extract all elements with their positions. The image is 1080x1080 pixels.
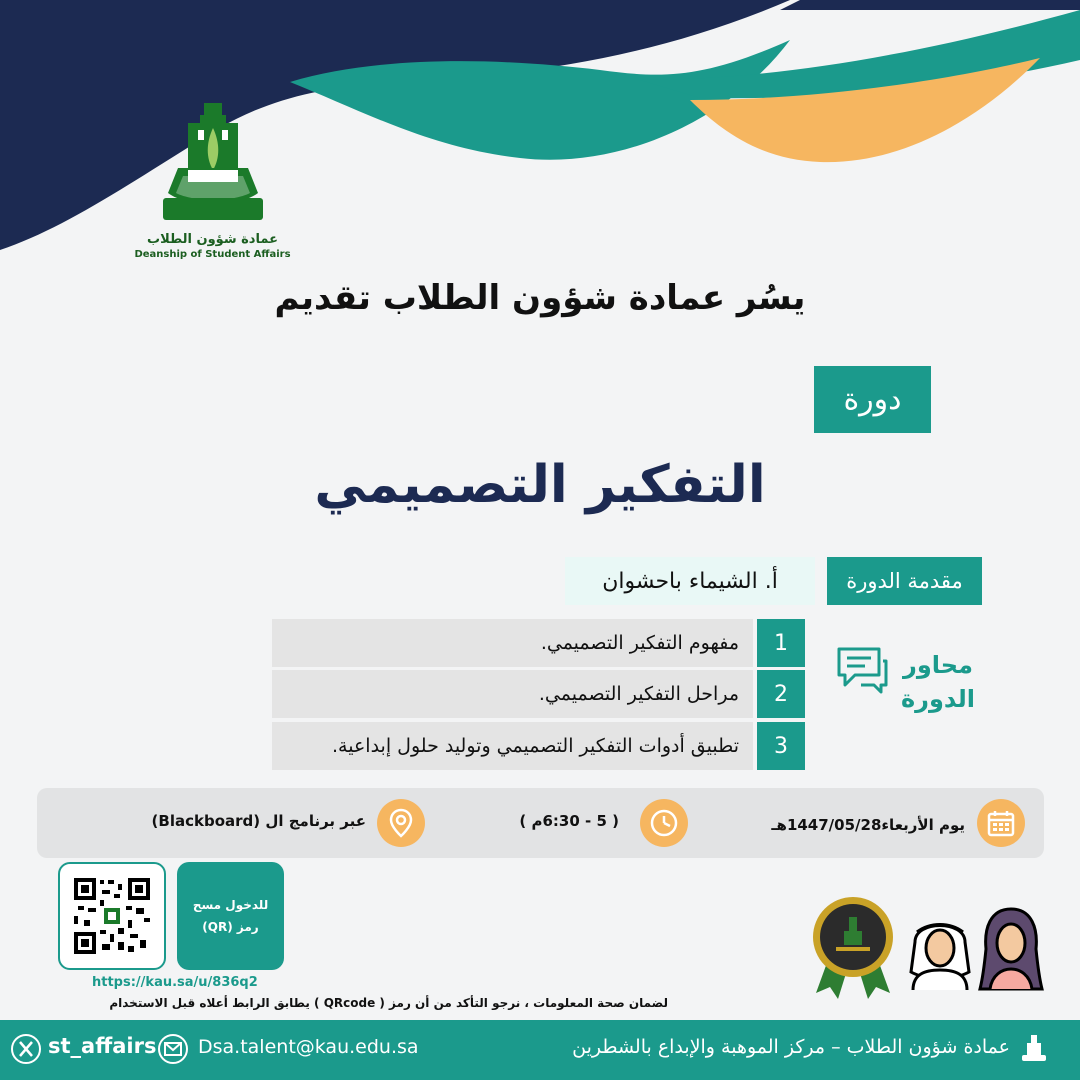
- logo-arabic-caption: عمادة شؤون الطلاب: [147, 232, 278, 247]
- calendar-icon: [977, 799, 1025, 847]
- female-student-icon: [978, 905, 1044, 993]
- footer-email[interactable]: Dsa.talent@kau.edu.sa: [198, 1036, 419, 1058]
- logo-english-caption: Deanship of Student Affairs: [134, 249, 291, 260]
- axis-item: [272, 619, 805, 667]
- chat-bubbles-icon: [835, 645, 889, 695]
- location-text: عبر برنامج ال (Blackboard): [151, 812, 366, 830]
- scan-qr-line2: رمز (QR): [202, 920, 259, 934]
- presenter-name: أ. الشيماء باحشوان: [565, 557, 815, 605]
- axis-item: [272, 670, 805, 718]
- course-tag: دورة: [814, 366, 931, 433]
- male-student-icon: [905, 912, 975, 992]
- presenter-label: مقدمة الدورة: [827, 557, 982, 605]
- qr-code[interactable]: [58, 862, 166, 970]
- email-icon: [157, 1033, 189, 1065]
- university-logo: [130, 98, 295, 260]
- axis-item-text: مراحل التفكير التصميمي.: [272, 670, 753, 718]
- qr-code-icon: [74, 878, 150, 954]
- axis-item-text: مفهوم التفكير التصميمي.: [272, 619, 753, 667]
- axis-item: [272, 722, 805, 770]
- time-text: ( 5 - 6:30م ): [519, 812, 619, 830]
- info-bar: [37, 788, 1044, 858]
- award-badge-icon: [808, 895, 898, 1000]
- location-pin-icon: [377, 799, 425, 847]
- axis-item-text: تطبيق أدوات التفكير التصميمي وتوليد حلول إبداعية.: [272, 722, 753, 770]
- axis-item-number: 1: [757, 619, 805, 667]
- date-text: يوم الأربعاء1447/05/28هـ: [771, 816, 965, 834]
- footer-social-handle[interactable]: st_affairs: [48, 1034, 157, 1058]
- footer: [0, 1020, 1080, 1080]
- axis-item-number: 3: [757, 722, 805, 770]
- scan-qr-line1: للدخول مسح: [192, 898, 269, 912]
- headline: يسُر عمادة شؤون الطلاب تقديم: [274, 278, 806, 318]
- axis-item-number: 2: [757, 670, 805, 718]
- x-social-icon[interactable]: [10, 1033, 42, 1065]
- qr-disclaimer: لضمان صحة المعلومات ، نرجو التأكد من أن رمز ( QRcode ) يطابق الرابط أعلاه قبل الاستخدام: [109, 996, 668, 1010]
- clock-icon: [640, 799, 688, 847]
- footer-organization: عمادة شؤون الطلاب – مركز الموهبة والإبداع بالشطرين: [572, 1036, 1010, 1058]
- university-logo-icon: [1018, 1033, 1050, 1065]
- scan-qr-card: [177, 862, 284, 970]
- course-axes-label-line1: محاور: [903, 651, 973, 679]
- qr-link[interactable]: https://kau.sa/u/836q2: [92, 975, 258, 990]
- course-axes-label: [898, 648, 978, 716]
- course-title: التفكير التصميمي: [314, 455, 766, 515]
- university-emblem-icon: [158, 98, 268, 228]
- course-axes-label-line2: الدورة: [900, 685, 975, 713]
